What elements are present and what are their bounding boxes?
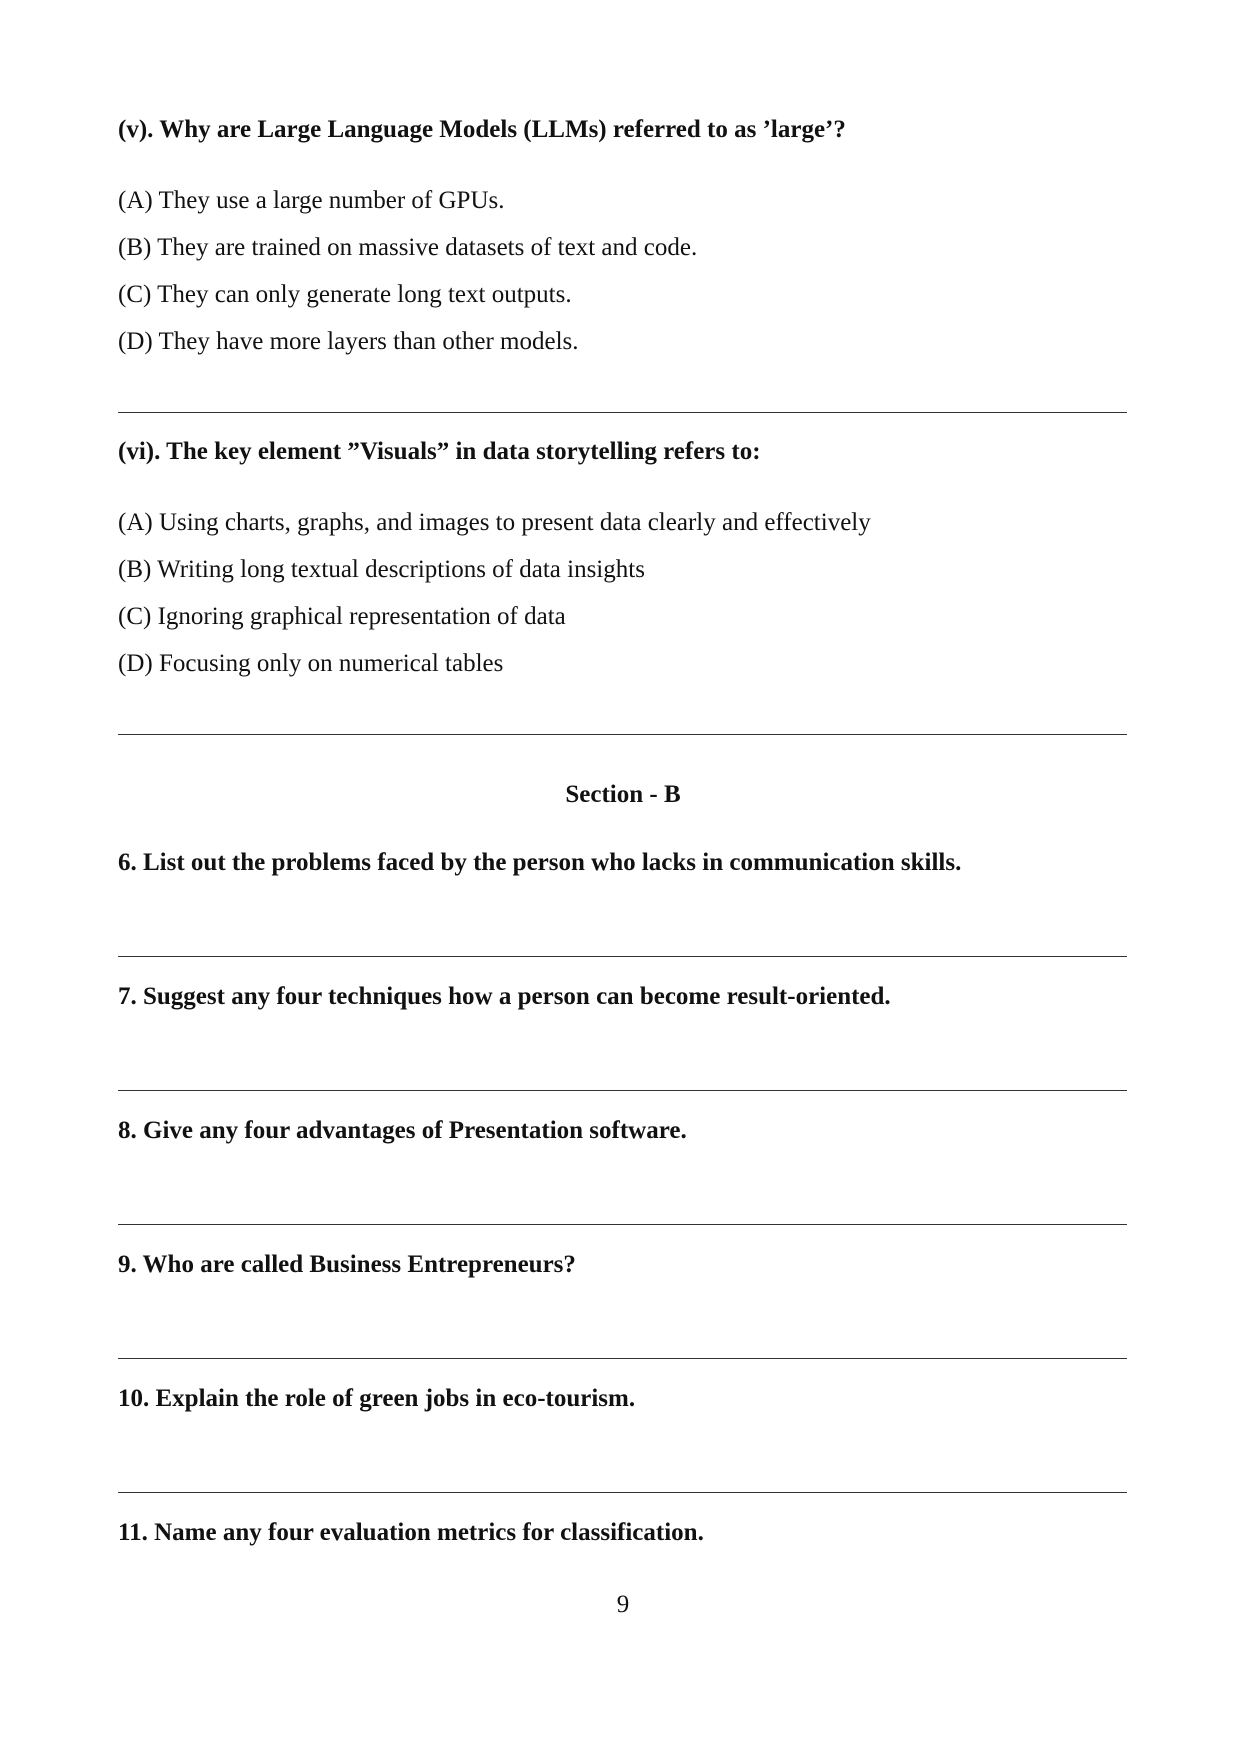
question-7: 7. Suggest any four techniques how a person can become result-oriented.	[118, 983, 891, 1010]
divider	[118, 1090, 1127, 1091]
question-vi-option-d: (D) Focusing only on numerical tables	[118, 650, 504, 677]
question-v-option-c: (C) They can only generate long text outputs.	[118, 281, 572, 308]
question-v: (v). Why are Large Language Models (LLMs) referred to as ’large’?	[118, 116, 846, 143]
divider	[118, 412, 1127, 413]
divider	[118, 1224, 1127, 1225]
question-v-option-b: (B) They are trained on massive datasets of text and code.	[118, 234, 698, 261]
question-vi-option-c: (C) Ignoring graphical representation of data	[118, 603, 566, 630]
question-8: 8. Give any four advantages of Presentation software.	[118, 1117, 687, 1144]
divider	[118, 734, 1127, 735]
question-vi-option-b: (B) Writing long textual descriptions of data insights	[118, 556, 645, 583]
divider	[118, 1492, 1127, 1493]
question-v-option-d: (D) They have more layers than other models.	[118, 328, 579, 355]
divider	[118, 1358, 1127, 1359]
page-number: 9	[616, 1591, 630, 1618]
divider	[118, 956, 1127, 957]
question-11: 11. Name any four evaluation metrics for classification.	[118, 1519, 704, 1546]
section-b-title: Section - B	[565, 781, 681, 808]
question-vi-option-a: (A) Using charts, graphs, and images to present data clearly and effectively	[118, 509, 871, 536]
question-10: 10. Explain the role of green jobs in eco-tourism.	[118, 1385, 636, 1412]
question-6: 6. List out the problems faced by the person who lacks in communication skills.	[118, 849, 962, 876]
question-9: 9. Who are called Business Entrepreneurs?	[118, 1251, 576, 1278]
question-vi: (vi). The key element ”Visuals” in data storytelling refers to:	[118, 438, 761, 465]
question-v-option-a: (A) They use a large number of GPUs.	[118, 187, 505, 214]
